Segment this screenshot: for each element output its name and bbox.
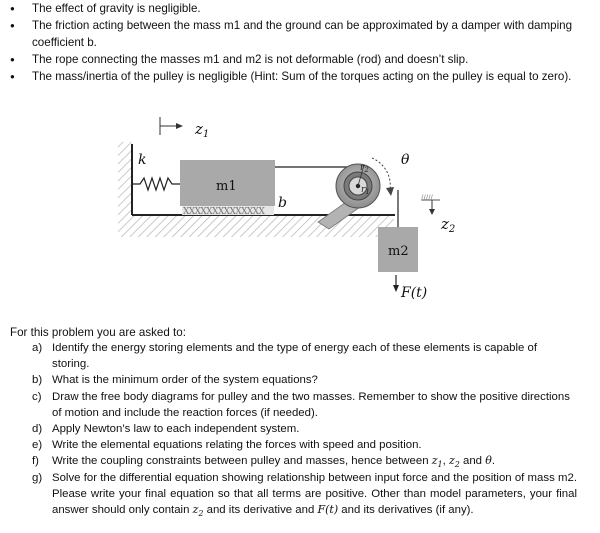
task-text: and its derivative and xyxy=(206,504,315,517)
task-text: Identify the energy storing elements and the type of energy each of these elements is capable of storing. xyxy=(52,342,538,371)
task-item xyxy=(32,340,577,372)
task-item xyxy=(32,470,577,519)
assumptions-list xyxy=(10,0,595,85)
task-label: e) xyxy=(32,439,43,452)
z2-arrowhead xyxy=(429,209,435,215)
var-z1: $z_1$ xyxy=(431,454,443,470)
task-item xyxy=(32,372,577,388)
force-arrowhead xyxy=(393,285,399,292)
var-theta: θ xyxy=(485,454,492,468)
task-item xyxy=(32,437,577,453)
task-list xyxy=(32,340,577,518)
task-text: What is the minimum order of the system equations? xyxy=(52,374,318,387)
spring-k xyxy=(132,178,180,190)
wall-hatch xyxy=(118,142,132,237)
b-label: b xyxy=(278,195,287,211)
var-z2: $z_2$ xyxy=(192,503,204,519)
friction-pattern: XXXXXXXXXXXXXX xyxy=(183,207,265,217)
z1-label: $z_1$ xyxy=(195,120,210,140)
task-text: and its derivatives (if any). xyxy=(341,504,474,517)
theta-arrowhead xyxy=(386,187,394,196)
ground-hatch xyxy=(132,215,394,237)
assumption-item: ● The friction acting between the mass m1 and the ground can be approximated by a damper with damping coefficient b. xyxy=(10,17,595,51)
task-intro: For this problem you are asked to: xyxy=(10,326,186,339)
r2-label: $r_2$ xyxy=(360,163,369,174)
task-text: Solve for the differential equation showing relationship between input force and the position of mass m2. Please write your final equation so that all terms are positive. Other than model parameters, your final answer should only contain xyxy=(52,471,577,517)
r1-label: $r_1$ xyxy=(361,185,370,196)
task-text: Write the coupling constraints between pulley and masses, hence between xyxy=(52,455,429,468)
task-text: Apply Newton’s law to each independent system. xyxy=(52,423,300,436)
assumption-item: ● The effect of gravity is negligible. xyxy=(10,0,595,17)
task-label: g) xyxy=(32,471,43,484)
task-label: a) xyxy=(32,342,43,354)
task-label: c) xyxy=(32,390,42,403)
mechanical-system-diagram xyxy=(110,112,490,310)
assumption-item: ● The rope connecting the masses m1 and m2 is not deformable (rod) and doesn’t slip. xyxy=(10,51,595,68)
task-item xyxy=(32,421,577,437)
var-z2: $z_2$ xyxy=(448,454,460,470)
task-label: d) xyxy=(32,423,43,436)
task-label: b) xyxy=(32,374,43,387)
k-label: k xyxy=(138,152,147,168)
theta-label: θ xyxy=(401,152,410,168)
m1-label: m1 xyxy=(216,179,237,194)
task-item: f) Write the coupling constraints between pulley and masses, hence between $z_1$, $z_2$ and θ. xyxy=(32,454,495,470)
task-text: Draw the free body diagrams for pulley and the two masses. Remember to show the positive directions of motion and include the reaction forces (if needed). xyxy=(52,390,570,419)
z1-arrowhead xyxy=(176,123,183,129)
task-text: and xyxy=(463,455,483,468)
task-item xyxy=(32,389,577,421)
force-label: F(t) xyxy=(401,285,428,301)
assumption-item: ● The mass/inertia of the pulley is negligible (Hint: Sum of the torques acting on the pulley is equal to zero). xyxy=(10,68,595,85)
m2-label: m2 xyxy=(388,244,409,259)
z2-label: $z_2$ xyxy=(441,215,456,235)
z2-reference-hatch: ///// xyxy=(421,194,433,202)
task-text: Write the elemental equations relating the forces with speed and position. xyxy=(52,439,422,452)
task-label: f) xyxy=(32,455,39,468)
var-force: F(t) xyxy=(317,503,339,517)
